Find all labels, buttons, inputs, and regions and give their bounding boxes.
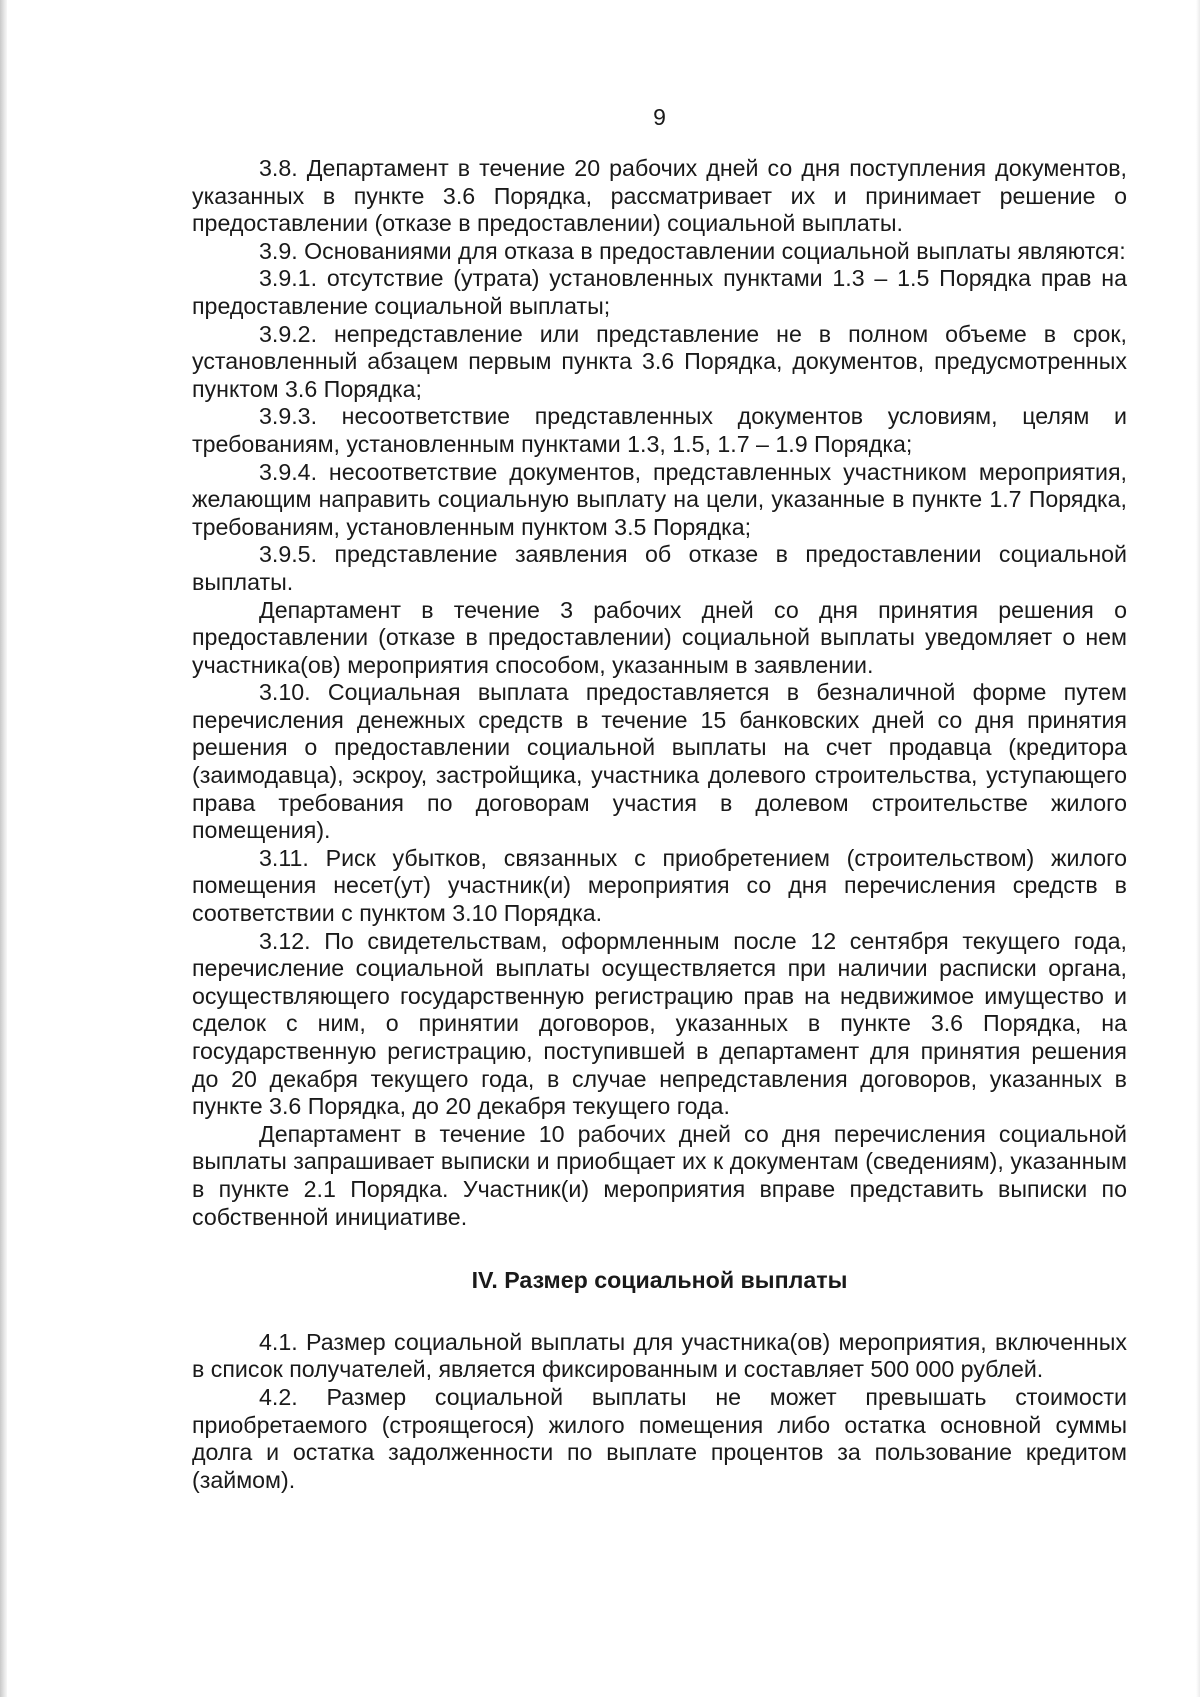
paragraph-3-11: 3.11. Риск убытков, связанных с приобретением (строительством) жилого помещения несет(ут) участник(и) мероприятия со дня перечисления средств в соответствии с пунктом 3.10 Порядка. bbox=[192, 844, 1127, 927]
paragraph-notification: Департамент в течение 3 рабочих дней со дня принятия решения о предоставлении (отказе в предоставлении) социальной выплаты уведомляет о нем участника(ов) мероприятия способом, указанным в заявлении. bbox=[192, 596, 1127, 678]
paragraph-3-8: 3.8. Департамент в течение 20 рабочих дней со дня поступления документов, указанных в пункте 3.6 Порядка, рассматривает их и принимает решение о предоставлении (отказе в предоставлении) социальной выплаты. bbox=[192, 155, 1127, 237]
paragraph-3-9-2: 3.9.2. непредставление или представление не в полном объеме в срок, установленный абзацем первым пункта 3.6 Порядка, документов, предусмотренных пунктом 3.6 Порядка; bbox=[192, 320, 1127, 402]
paragraph-4-2: 4.2. Размер социальной выплаты не может превышать стоимости приобретаемого (строящегося) жилого помещения либо остатка основной суммы долга и остатка задолженности по выплате процентов за пользование кредитом (займом). bbox=[192, 1383, 1127, 1493]
paragraph-3-12: 3.12. По свидетельствам, оформленным после 12 сентября текущего года, перечисление социальной выплаты осуществляется при наличии расписки органа, осуществляющего государственную регистрацию прав на недвижимое имущество и сделок с ним, о принятии договоров, указанных в пункте 3.6 Порядка, на государственную регистрацию, поступившей в департамент для принятия решения до 20 декабря текущего года, в случае непредставления договоров, указанных в пункте 3.6 Порядка, до 20 декабря текущего года. bbox=[192, 927, 1127, 1120]
paragraph-4-1: 4.1. Размер социальной выплаты для участника(ов) мероприятия, включенных в список получателей, является фиксированным и составляет 500 000 рублей. bbox=[192, 1328, 1127, 1383]
scan-right-edge bbox=[1196, 0, 1200, 1697]
paragraph-3-9: 3.9. Основаниями для отказа в предоставлении социальной выплаты являются: bbox=[259, 237, 1126, 264]
document-body bbox=[192, 155, 1127, 1494]
page-number: 9 bbox=[653, 104, 666, 130]
paragraph-statements: Департамент в течение 10 рабочих дней со дня перечисления социальной выплаты запрашивает выписки и приобщает их к документам (сведениям), указанным в пункте 2.1 Порядка. Участник(и) мероприятия вправе представить выписки по собственной инициативе. bbox=[192, 1120, 1127, 1230]
paragraph-3-9-3: 3.9.3. несоответствие представленных документов условиям, целям и требованиям, установленным пунктами 1.3, 1.5, 1.7 – 1.9 Порядка; bbox=[192, 403, 1127, 457]
scan-left-edge bbox=[0, 0, 7, 1697]
paragraph-3-10: 3.10. Социальная выплата предоставляется в безналичной форме путем перечисления денежных средств в течение 15 банковских дней со дня принятия решения о предоставлении социальной выплаты на счет продавца (кредитора (заимодавца), эскроу, застройщика, участника долевого строительства, уступающего права требования по договорам участия в долевом строительстве жилого помещения). bbox=[192, 679, 1127, 844]
section-heading: IV. Размер социальной выплаты bbox=[471, 1267, 848, 1294]
paragraph-3-9-5: 3.9.5. представление заявления об отказе в предоставлении социальной выплаты. bbox=[192, 541, 1127, 595]
paragraph-3-9-4: 3.9.4. несоответствие документов, представленных участником мероприятия, желающим направить социальную выплату на цели, указанные в пункте 1.7 Порядка, требованиям, установленным пунктом 3.5 Порядка; bbox=[192, 458, 1127, 540]
paragraph-3-9-1: 3.9.1. отсутствие (утрата) установленных пунктами 1.3 – 1.5 Порядка прав на предоставление социальной выплаты; bbox=[192, 265, 1127, 319]
